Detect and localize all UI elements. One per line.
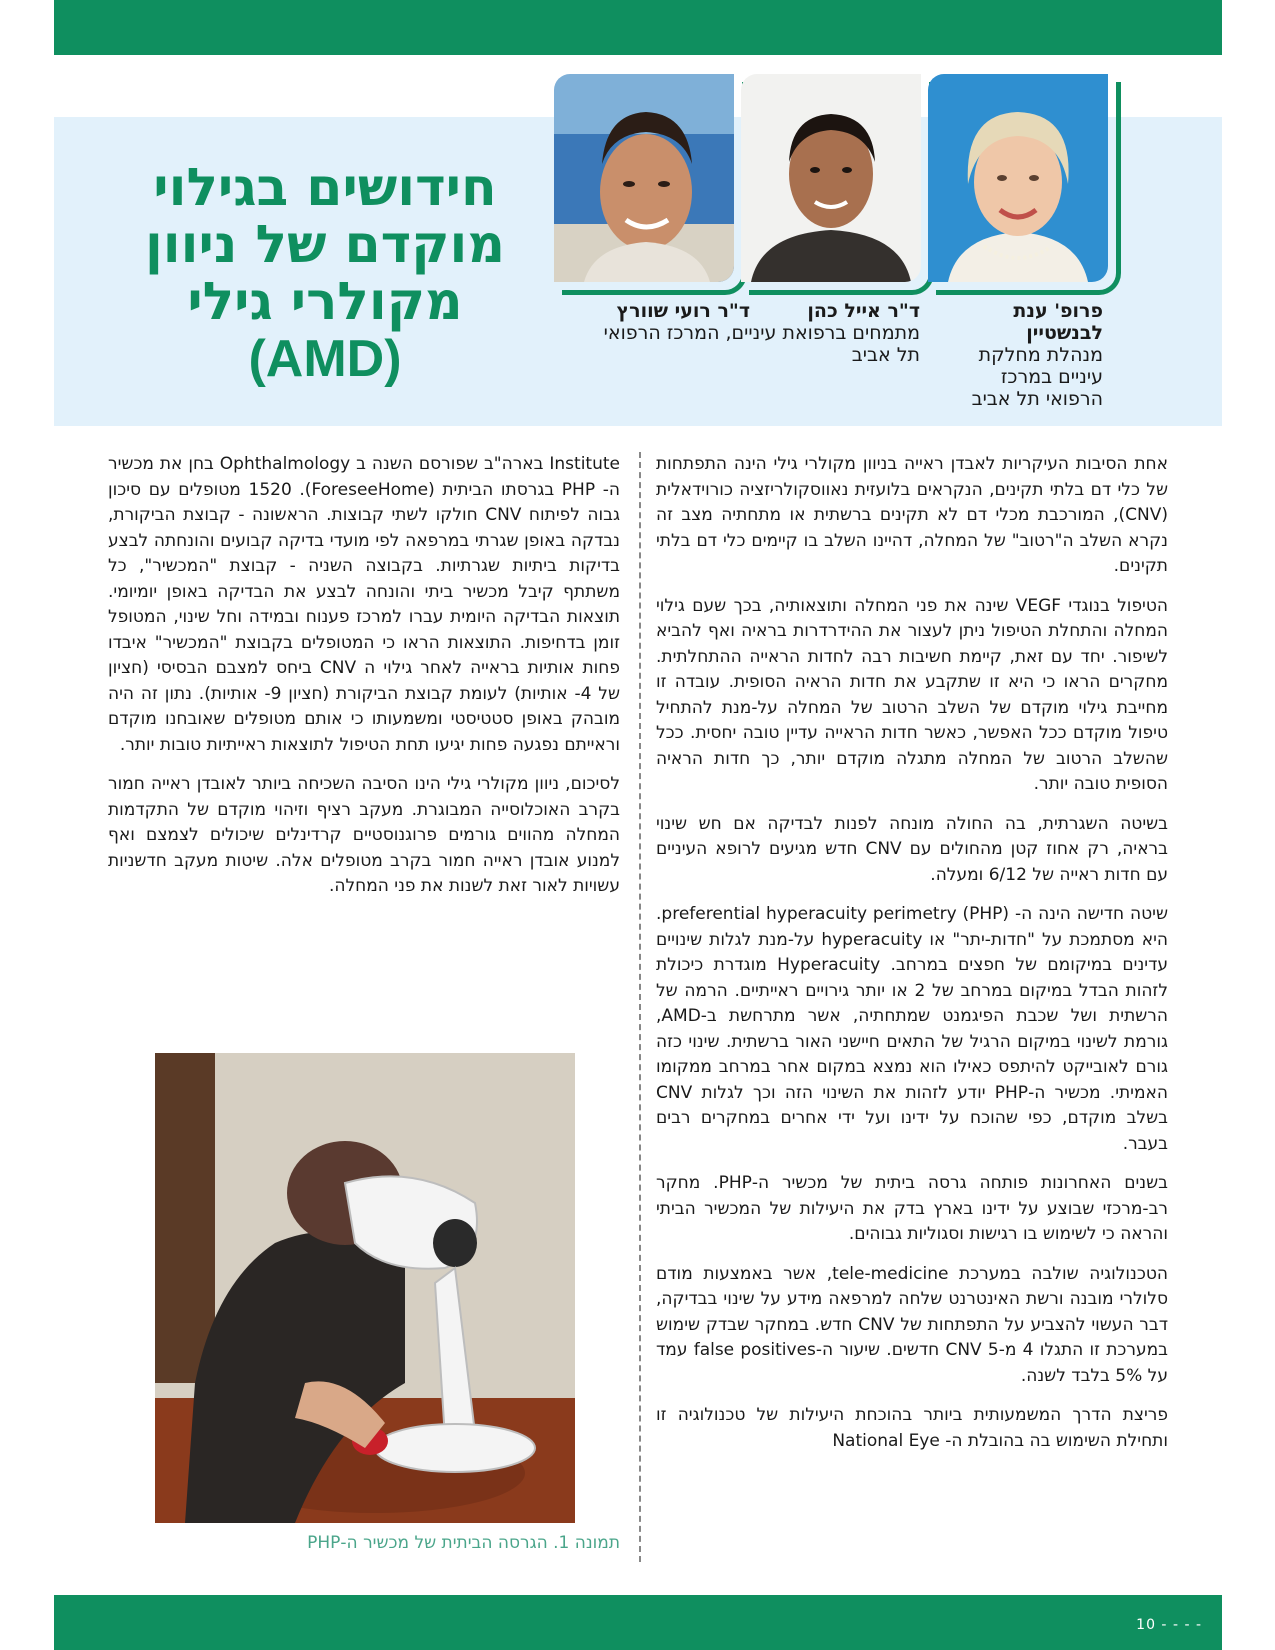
author-name: ד"ר רועי שוורץ [616,300,750,322]
paragraph: בשיטה השגרתית, בה החולה מונחה לפנות לבדיקה אם חש שינוי בראיה, רק אחוז קטן מהחולים עם CNV חדש מגיעים לרופא העיניים עם חדות ראייה של 6/12 ומעלה. [656,813,1168,885]
article-title [140,160,510,388]
author-caption-cohen-name [800,300,920,322]
figure-caption: תמונה 1. הגרסה הביתית של מכשיר ה-PHP [307,1533,620,1553]
paragraph: אחת הסיבות העיקריות לאבדן ראייה בניוון מקולרי גילי הינה התפתחות של כלי דם בלתי תקינים, הנקראים בלועזית נאווסקולריזציה כורוידאלית (CNV), המורכבת מכלי דם לא תקינים ברשתית או מתחתיה מצב זה נקרא השלב ה"רטוב" של המחלה, דהיינו השלב בו קיימים כלי דם בלתי תקינים. [656,454,1168,576]
body-column-left [108,452,620,914]
column-divider [639,452,641,1562]
paragraph: Institute בארה"ב שפורסם השנה ב Ophthalmology בחן את מכשיר ה- PHP בגרסתו הביתית (ForeseeHome). 1520 מטופלים עם סיכון גבוה לפיתוח CNV חולקו לשתי קבוצות. הראשונה - קבוצת הביקורת, נבדקה באופן שגרתי במרפאה לפי מועדי בדיקה קבועים והונחתה לבצע בדיקות ביתיות שגרתיות. בקבוצה השניה - קבוצת "המכשיר", כל משתתף קיבל מכשיר ביתי והונחה לבצע את הבדיקה באופן יומיומי. תוצאות הבדיקה היומית עברו למרכז פענוח ובמידה וחל שינוי, המטופל זומן בדחיפות. התוצאות הראו כי המטופלים בקבוצת "המכשיר" איבדו פחות אותיות בראייה לאחר גילוי ה CNV ביחס למצבם הבסיסי (חציון של 4- אותיות) לעומת קבוצת הביקורת (חציון 9- אותיות). נתון זה היה מובהק באופן סטטיסטי ומשמעותו כי אותם מטופלים שאובחנו מוקדם וראייתם נפגעה פחות יגיעו תחת הטיפול לתוצאות ראייתיות טובות יותר. [108,454,620,755]
paragraph: בשנים האחרונות פותחה גרסה ביתית של מכשיר ה-PHP. מחקר רב-מרכזי שבוצע על ידינו בארץ בדק את היעילות של המכשיר הביתי והראה כי לשימוש בו רגישות וסגוליות גבוהים. [656,1173,1168,1244]
paragraph: הטיפול בנוגדי VEGF שינה את פני המחלה ותוצאותיה, בכך שעם גילוי המחלה והתחלת הטיפול ניתן לעצור את ההידרדרות בראיה ואף להביא לשיפור. יחד עם זאת, קיימת חשיבות רבה לחדות הראייה ההתחלתית. מחקרים הראו כי היא זו שתקבע את חדות הראיה הסופית. עובדה זו מחייבת גילוי מוקדם של השלב הרטוב של המחלה על-מנת להתחיל טיפול מוקדם ככל האפשר, כאשר חדות הראייה עדיין טובה יחסית. ככל שהשלב הרטוב של המחלה מתגלה מוקדם יותר, כך חדות הראיה הסופית טובה יותר. [656,595,1168,794]
top-bar [54,0,1222,55]
paragraph: פריצת הדרך המשמעותית ביותר בהוכחת היעילות של טכנולוגיה זו ותחילת השימוש בה בהובלת ה- National Eye [656,1405,1168,1451]
author-photo-schwartz [554,74,734,282]
author-role-line: הרפואי תל אביב [971,388,1103,410]
author-photo-cohen [741,74,921,282]
author-name: פרופ' ענת לבנשטיין [1013,300,1103,344]
author-caption-loewenstein [935,300,1103,410]
bottom-bar [54,1595,1222,1650]
author-caption-schwartz-name [560,300,750,322]
author-role-line: תל אביב [851,344,920,366]
paragraph: שיטה חדישה הינה ה- preferential hyperacuity perimetry (PHP). היא מסתמכת על "חדות-יתר" או hyperacuity על-מנת לגלות שינויים עדינים במיקומם של חפצים במרחב. Hyperacuity מוגדרת כיכולת לזהות הבדל במיקום במרחב של 2 או יותר גירויים ראייתיים. הרמה של הרשתית ושל שכבת הפיגמנט שמתחתיה, אשר מתרחשת ב-AMD, גורמת לשינוי במיקום הרגיל של התאים חיישני האור ברשתית. שינוי כזה גורם לאובייקט להיתפס כאילו הוא נמצא במקום אחר במרחב ממקומו האמיתי. מכשיר ה-PHP יודע לזהות את השינוי הזה וכך לגלות CNV בשלב מוקדם, כפי שהוכח על ידינו ועל ידי אחרים במחקרים רבים בעבר. [656,904,1169,1154]
author-photo-loewenstein [928,74,1108,282]
paragraph: לסיכום, ניוון מקולרי גילי הינו הסיבה השכיחה ביותר לאובדן ראייה חמור בקרב האוכלוסייה המבוגרת. מעקב רציף וזיהוי מוקדם של התקדמות המחלה מהווים גורמים פרוגנוסטיים קרדינלים שיכולים לצמצם ואף למנוע אובדן ראייה חמור בקרב מטופלים אלה. שיטות מעקב חדשניות עשויות לאור זאת לשנות את פני המחלה. [108,774,620,896]
title-line-1: חידושים בגילוי [153,158,497,218]
paragraph: הטכנולוגיה שולבה במערכת tele-medicine, אשר באמצעות מודם סלולרי מובנה ורשת האינטרנט שלחה למרפאה מידע על שינוי בבדיקה, דבר העשוי להצביע על התפתחות של CNV חדש. במחקר שבדק שימוש במערכת זו התגלו 4 מ-5 CNV חדשים. שיעור ה-false positives עמד על 5% בלבד לשנה. [656,1263,1169,1386]
page-number: 10 - - - - [1136,1617,1202,1633]
title-line-4: (AMD) [248,330,402,388]
device-photo [155,1053,575,1523]
title-line-3: מקולרי גילי [187,272,463,332]
author-name: ד"ר אייל כהן [807,300,920,322]
author-role-line: מנהלת מחלקת [978,344,1103,366]
author-role-line: עיניים במרכז [1000,366,1103,388]
author-caption-shared-role [560,322,920,366]
author-role-line: מתמחים ברפואת עיניים, המרכז הרפואי [603,322,920,344]
title-line-2: מוקדם של ניוון [144,215,506,275]
body-column-right [656,452,1168,1468]
